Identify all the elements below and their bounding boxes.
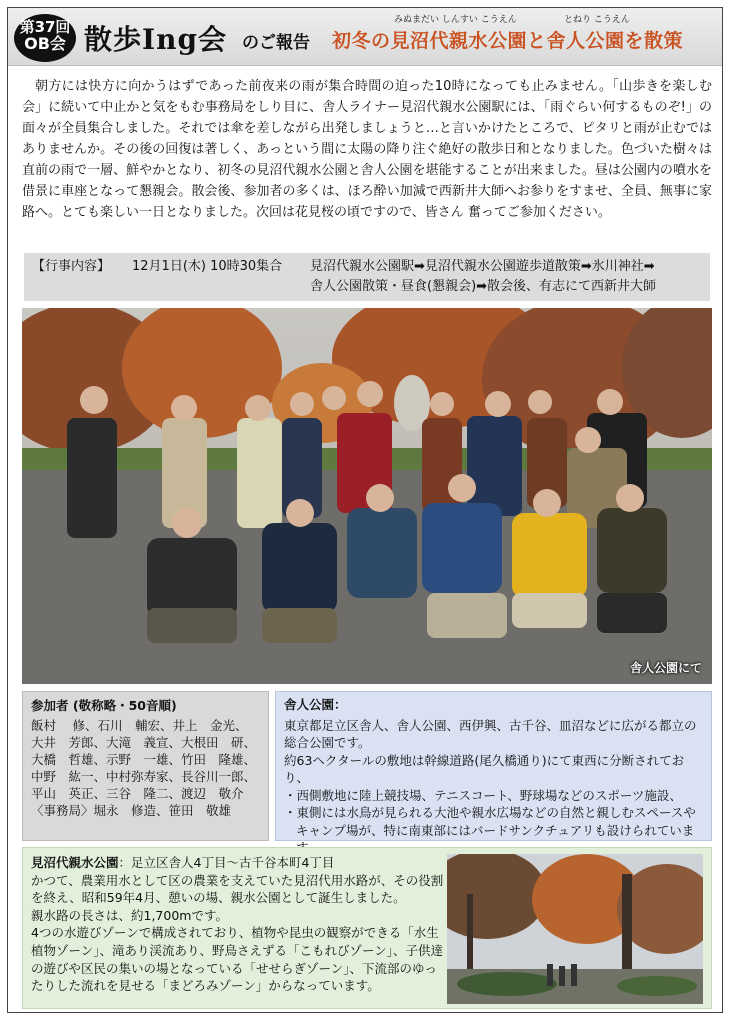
badge-label: OB会 bbox=[24, 33, 66, 53]
minumadai-title: 見沼代親水公園 bbox=[31, 855, 119, 870]
minumadai-photo-illustration bbox=[447, 854, 703, 1004]
minumadai-text bbox=[31, 854, 449, 995]
minumadai-location: ：足立区舎人4丁目～古千谷本町4丁目 bbox=[118, 855, 335, 870]
toneri-park-box bbox=[275, 691, 712, 841]
header-banner bbox=[8, 8, 722, 66]
headline: 初冬の見沼代親水公園と舎人公園を散策 bbox=[332, 30, 684, 52]
issue-badge bbox=[14, 14, 76, 62]
participants-row: 平山 英正、三谷 隆二、渡辺 敬介 bbox=[31, 786, 244, 801]
photo-caption: 舎人公園にて bbox=[629, 661, 702, 675]
ruby-toneri: とねり こうえん bbox=[564, 15, 630, 25]
participants-row: 〈事務局〉堀永 修造、笹田 敬雄 bbox=[31, 803, 232, 818]
minumadai-paragraph: 4つの水遊びゾーンで構成されており、植物や昆虫の観察ができる「水生植物ゾーン」、滝あり渓流あり、野鳥さえずる「こもれびゾーン」、子供達の遊びや区民の集いの場となっている「せせらぎゾーン」、下流部のゆったりした流れを見せる「まどろみゾーン」からなっています。 bbox=[31, 925, 444, 994]
schedule-date: 12月1日(木) 10時30集合 bbox=[132, 259, 283, 274]
toneri-bullet: ・東側には水鳥が見られる大池や親水広場などの自然と親しむスペースやキャンプ場が、特に南東部にはバードサンクチュアリも設けられていま bbox=[284, 805, 696, 838]
toneri-line: 東京都足立区舎人、舎人公園、西伊興、古千谷、皿沼などに広がる都立の総合公園です。 bbox=[284, 717, 697, 750]
toneri-title: 舎人公園： bbox=[284, 697, 347, 712]
badge-number: 第37回 bbox=[19, 18, 71, 36]
group-photo-illustration bbox=[22, 308, 712, 684]
intro-paragraph: 朝方には快方に向かうはずであった前夜来の雨が集合時間の迫った10時になっても止みません。「山歩きを楽しむ会」に続いて中止かと気をもむ事務局をしり目に、舎人ライナー見沼代親水公園駅には、「雨ぐらい何するものぞ!」の面々が全員集合しました。それでは傘を差しながら出発しましょうと…と言いかけたところで、ピタリと雨が止むではありませんか。その後の回復は著しく、あっという間に太陽の降り注ぐ絶好の散歩日和となりました。色づいた樹々は直前の雨で一層、鮮やかとなり、初冬の見沼代親水公園と舎人公園を堪能することが出来ました。昼は公園内の噴水を借景に車座となって懇親会。散会後、参加者の多くは、ほろ酔い加減で西新井大師へお参りをすませ、全員、無事に家路へ。とても楽しい一日となりました。次回は花見桜の頃ですので、皆さん 奮ってご参加ください。 bbox=[22, 79, 712, 220]
participants-title: 参加者 (敬称略・50音順) bbox=[31, 698, 177, 713]
participants-row: 大井 芳郎、大滝 義宣、大根田 研、 bbox=[31, 735, 257, 750]
ruby-minumadai: みぬまだい しんすい こうえん bbox=[394, 15, 517, 25]
minumadai-paragraph: かつて、農業用水として区の農業を支えていた見沼代用水路が、その役割を終え、昭和59年4月、憩いの場、親水公園として誕生しました。 bbox=[31, 872, 444, 906]
schedule-route-line2: 舎人公園散策・昼食(懇親会)➡散会後、有志にて西新井大師 bbox=[310, 279, 657, 294]
schedule-label: 【行事内容】 bbox=[32, 259, 111, 274]
participants-row: 大橋 哲雄、示野 一雄、竹田 隆雄、 bbox=[31, 752, 257, 767]
minumadai-heading bbox=[31, 854, 449, 872]
participants-row: 飯村 修、石川 輔宏、井上 金光、 bbox=[31, 718, 248, 733]
participants-list bbox=[31, 717, 260, 819]
toneri-line: 約63ヘクタールの敷地は幹線道路(尾久橋通り)にて東西に分断されており、 bbox=[284, 752, 685, 785]
minumadai-paragraph: 親水路の長さは、約1,700mです。 bbox=[31, 907, 228, 923]
participants-box bbox=[22, 691, 269, 841]
ruby-row bbox=[332, 12, 708, 26]
toneri-bullet: ・西側敷地に陸上競技場、テニスコート、野球場などのスポーツ施設、 bbox=[284, 787, 682, 803]
headline-block bbox=[332, 12, 708, 62]
minumadai-park-box bbox=[22, 847, 712, 1009]
newsletter-page bbox=[7, 7, 723, 1013]
club-name: 散歩Ing会 bbox=[84, 23, 228, 56]
group-photo bbox=[22, 308, 712, 684]
schedule-route-line1: 見沼代親水公園駅➡見沼代親水公園遊歩道散策➡氷川神社➡ bbox=[310, 259, 655, 274]
club-suffix: のご報告 bbox=[242, 33, 310, 53]
minumadai-photo bbox=[447, 854, 703, 1004]
schedule-box bbox=[24, 253, 710, 301]
participants-row: 中野 紘一、中村弥寿家、長谷川一郎、 bbox=[31, 769, 257, 784]
